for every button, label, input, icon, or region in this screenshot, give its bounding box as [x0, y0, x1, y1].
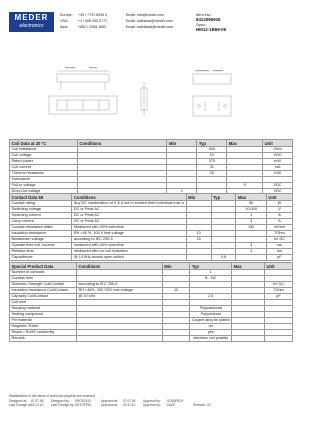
header-cell: Typ	[211, 194, 236, 201]
table-cell	[236, 255, 266, 261]
table-cell: 2,5	[190, 294, 232, 300]
table-cell: TOhm	[266, 231, 292, 237]
header-cell: Unit	[266, 194, 292, 201]
table-header	[10, 194, 293, 201]
header	[9, 12, 293, 40]
header-cell: Unit	[264, 263, 292, 270]
table-cell: 0,8	[211, 255, 236, 261]
item-info	[196, 12, 226, 32]
special-product-data-table	[9, 262, 293, 342]
header-cell: Conditions	[77, 140, 167, 147]
coil-data-table	[9, 139, 293, 195]
footer-field: Last Change by:	[51, 403, 75, 408]
table-cell: 25	[197, 171, 227, 177]
table-cell: B - NC	[190, 276, 232, 282]
table-cell: Rated power	[10, 159, 78, 165]
table-cell: Carry current	[10, 219, 72, 225]
table-cell: Operate time incl. bounce	[10, 243, 72, 249]
table-cell: VDC	[263, 153, 293, 159]
logo-line1: MEDER	[14, 13, 49, 22]
table-header	[10, 263, 293, 270]
table-cell: 3	[236, 219, 266, 225]
table-cell: Coil voltage	[10, 153, 78, 159]
footer-field: 07.07.06	[123, 398, 136, 403]
table-cell	[264, 336, 292, 342]
table-cell: no	[190, 324, 232, 330]
table-cell: Remark	[10, 336, 77, 342]
table-cell	[186, 255, 211, 261]
contact-info	[60, 12, 178, 30]
footer	[9, 394, 293, 408]
footer-field: 03.12.10	[123, 403, 136, 408]
table-cell: 9	[227, 183, 263, 189]
table-cell: W	[266, 201, 292, 207]
table-cell: ms	[266, 243, 292, 249]
header-cell: Unit	[263, 140, 293, 147]
contact-data-table	[9, 193, 293, 261]
table-cell: DC or Peak AC	[72, 207, 186, 213]
table-cell: 150	[236, 225, 266, 231]
header-cell: Min	[162, 263, 190, 270]
table-cell: @ 10 kHz	[76, 294, 162, 300]
footer-note: Modifications in the sense of technical progress are reserved	[9, 394, 95, 398]
table-cell: Sealing compound	[10, 312, 77, 318]
meder-logo	[9, 12, 54, 32]
footer-field: Approval by:	[143, 403, 161, 408]
table-cell: 375	[197, 159, 227, 165]
table-cell: Contact form	[10, 276, 77, 282]
table-cell: A	[266, 213, 292, 219]
table-cell: @ 10 kHz across open switch	[72, 255, 186, 261]
table-cell: 1	[236, 213, 266, 219]
table-cell: Thermal resistance	[10, 171, 78, 177]
spec-label: Spec:	[196, 22, 207, 27]
footer-field: KROSOLIS	[75, 398, 92, 403]
table-cell: RH <45 %, 100 V test voltage	[72, 231, 186, 237]
table-cell: 15	[186, 237, 211, 243]
table-cell: TOhm	[264, 288, 292, 294]
table-cell: Polyurethan	[190, 312, 232, 318]
table-cell: 1	[236, 249, 266, 255]
table-cell: 12	[197, 153, 227, 159]
header-cell: Special Product Data	[10, 263, 77, 270]
table-header	[10, 140, 293, 147]
footer-field: 07.07.06	[31, 398, 44, 403]
footer-field: Designed by:	[51, 398, 70, 403]
table-cell: 1	[167, 189, 197, 195]
table-cell: Insulation resistance	[10, 231, 72, 237]
table-cell: Switching voltage	[10, 207, 72, 213]
header-cell: Max	[232, 263, 265, 270]
table-cell: Dielectric Strength Coil/Contact	[10, 282, 77, 288]
contact-row: USA: +1 / 508 295 0771 Email: salesusa@meder.com	[60, 18, 178, 24]
table-cell: pF	[266, 255, 292, 261]
header-cell: Conditions	[72, 194, 186, 201]
table-cell: ms	[266, 249, 292, 255]
table-cell: VDC	[263, 183, 293, 189]
table-cell: Pull-In voltage	[10, 183, 78, 189]
table-cell: Capacitance	[10, 255, 72, 261]
table-cell: Coil current	[10, 165, 78, 171]
table-cell: mOhm	[266, 225, 292, 231]
table-cell: pF	[264, 294, 292, 300]
email-link[interactable]: Email: info@meder.com	[126, 13, 165, 17]
table-cell: measured with 40% overdrive	[72, 243, 186, 249]
table-cell: according to IEC 255-5	[76, 282, 162, 288]
email-link[interactable]: Email: salesasia@meder.com	[126, 25, 174, 29]
table-cell: Release time	[10, 249, 72, 255]
table-cell: Inductance	[10, 177, 78, 183]
table-cell: Magnetic Shield	[10, 324, 77, 330]
table-cell: yes	[190, 330, 232, 336]
table-cell: DC or Peak AC	[72, 219, 186, 225]
footer-row	[9, 403, 293, 408]
table-cell: Capacity Coil/Contact	[10, 294, 77, 300]
table-cell: Insulation resistance Coil/Contact	[10, 288, 77, 294]
header-cell: Max	[227, 140, 263, 147]
table-cell: kV DC	[264, 282, 292, 288]
table-cell: 10.000	[236, 207, 266, 213]
footer-field: Approval at:	[101, 403, 119, 408]
technical-drawing	[9, 58, 293, 133]
header-cell: Min	[186, 194, 211, 201]
table-cell: K/W	[263, 171, 293, 177]
table-row	[10, 255, 293, 261]
footer-field: SOLBRICH	[167, 398, 184, 403]
table-cell: V	[266, 207, 292, 213]
header-cell: Conditions	[76, 263, 162, 270]
table-cell: Ohm	[263, 147, 293, 153]
table-cell: 500	[197, 147, 227, 153]
table-cell: according to IEC 255-5	[72, 237, 186, 243]
footer-field: Approval at:	[101, 398, 119, 403]
header-cell: Contact Data 69	[10, 194, 72, 201]
email-link[interactable]: Email: salesusa@meder.com	[126, 19, 173, 23]
table-cell: Any DC combination of V & A not to exceed their individual max.'s	[73, 201, 185, 205]
header-cell: Coil Data at 20 °C	[10, 140, 78, 147]
table-cell: DC or Peak AC	[72, 213, 186, 219]
header-cell: Typ	[190, 263, 232, 270]
table-cell: Coil wire	[10, 300, 77, 306]
table-cell: Number of contacts	[10, 270, 77, 276]
table-cell: 3	[236, 243, 266, 249]
table-cell: Copper alloy tin plated	[191, 318, 230, 322]
table-cell	[232, 336, 265, 342]
header-cell: Max	[236, 194, 266, 201]
item-no-label: Item No.:	[196, 12, 213, 17]
table-cell: kV DC	[266, 237, 292, 243]
table-cell: mW	[263, 159, 293, 165]
footer-field: Designed at:	[9, 398, 27, 403]
table-cell: attention coil polarity	[190, 336, 232, 342]
table-cell: 50	[236, 201, 266, 207]
table-cell: Switching current	[10, 213, 72, 219]
spec-value: HM12-1B69-06	[196, 27, 227, 32]
table-cell: Reach / RoHS conformity	[10, 330, 77, 336]
table-cell: 31	[197, 165, 227, 171]
table-cell: Pin material	[10, 318, 77, 324]
table-cell: 10	[162, 288, 190, 294]
footer-field: ZAUF	[167, 403, 176, 408]
footer-field: KETOPPEL	[75, 403, 92, 408]
table-cell: measured with no coil excitation	[72, 249, 186, 255]
table-cell: Housing material	[10, 306, 77, 312]
item-no-value: 8412569006	[196, 17, 221, 22]
table-cell: Coil resistance	[10, 147, 78, 153]
table-cell: Contact rating	[10, 201, 72, 207]
table-cell: RH <45%, 200 VDC test voltage	[76, 288, 162, 294]
header-cell: Min	[167, 140, 197, 147]
table-cell: Measured with 40% overdrive	[72, 225, 186, 231]
table-cell: A	[266, 219, 292, 225]
table-cell: 10	[186, 231, 211, 237]
table-cell: Contact resistance static	[10, 225, 72, 231]
footer-field: Last Change at:	[9, 403, 32, 408]
table-cell: Drop-Out voltage	[10, 189, 78, 195]
table-cell: Breakdown voltage	[10, 237, 72, 243]
table-cell: VDC	[263, 189, 293, 195]
table-cell: Polycarbonat	[190, 306, 232, 312]
table-row	[10, 336, 293, 342]
header-cell: Typ	[197, 140, 227, 147]
contact-row: Europe: +49 / 7731 8399 0 Email: info@meder.com	[60, 12, 178, 18]
logo-line2: electronics	[19, 23, 44, 29]
footer-field: Approval by:	[143, 398, 161, 403]
table-cell	[162, 336, 190, 342]
table-cell	[76, 336, 162, 342]
table-cell: 1	[190, 270, 232, 276]
footer-field: 03.12.10	[31, 403, 44, 408]
footer-field: Revision: 03	[193, 403, 211, 408]
table-cell: mA	[263, 165, 293, 171]
contact-row: Asia: +852 / 2955 1682 Email: salesasia@meder.com	[60, 24, 178, 30]
